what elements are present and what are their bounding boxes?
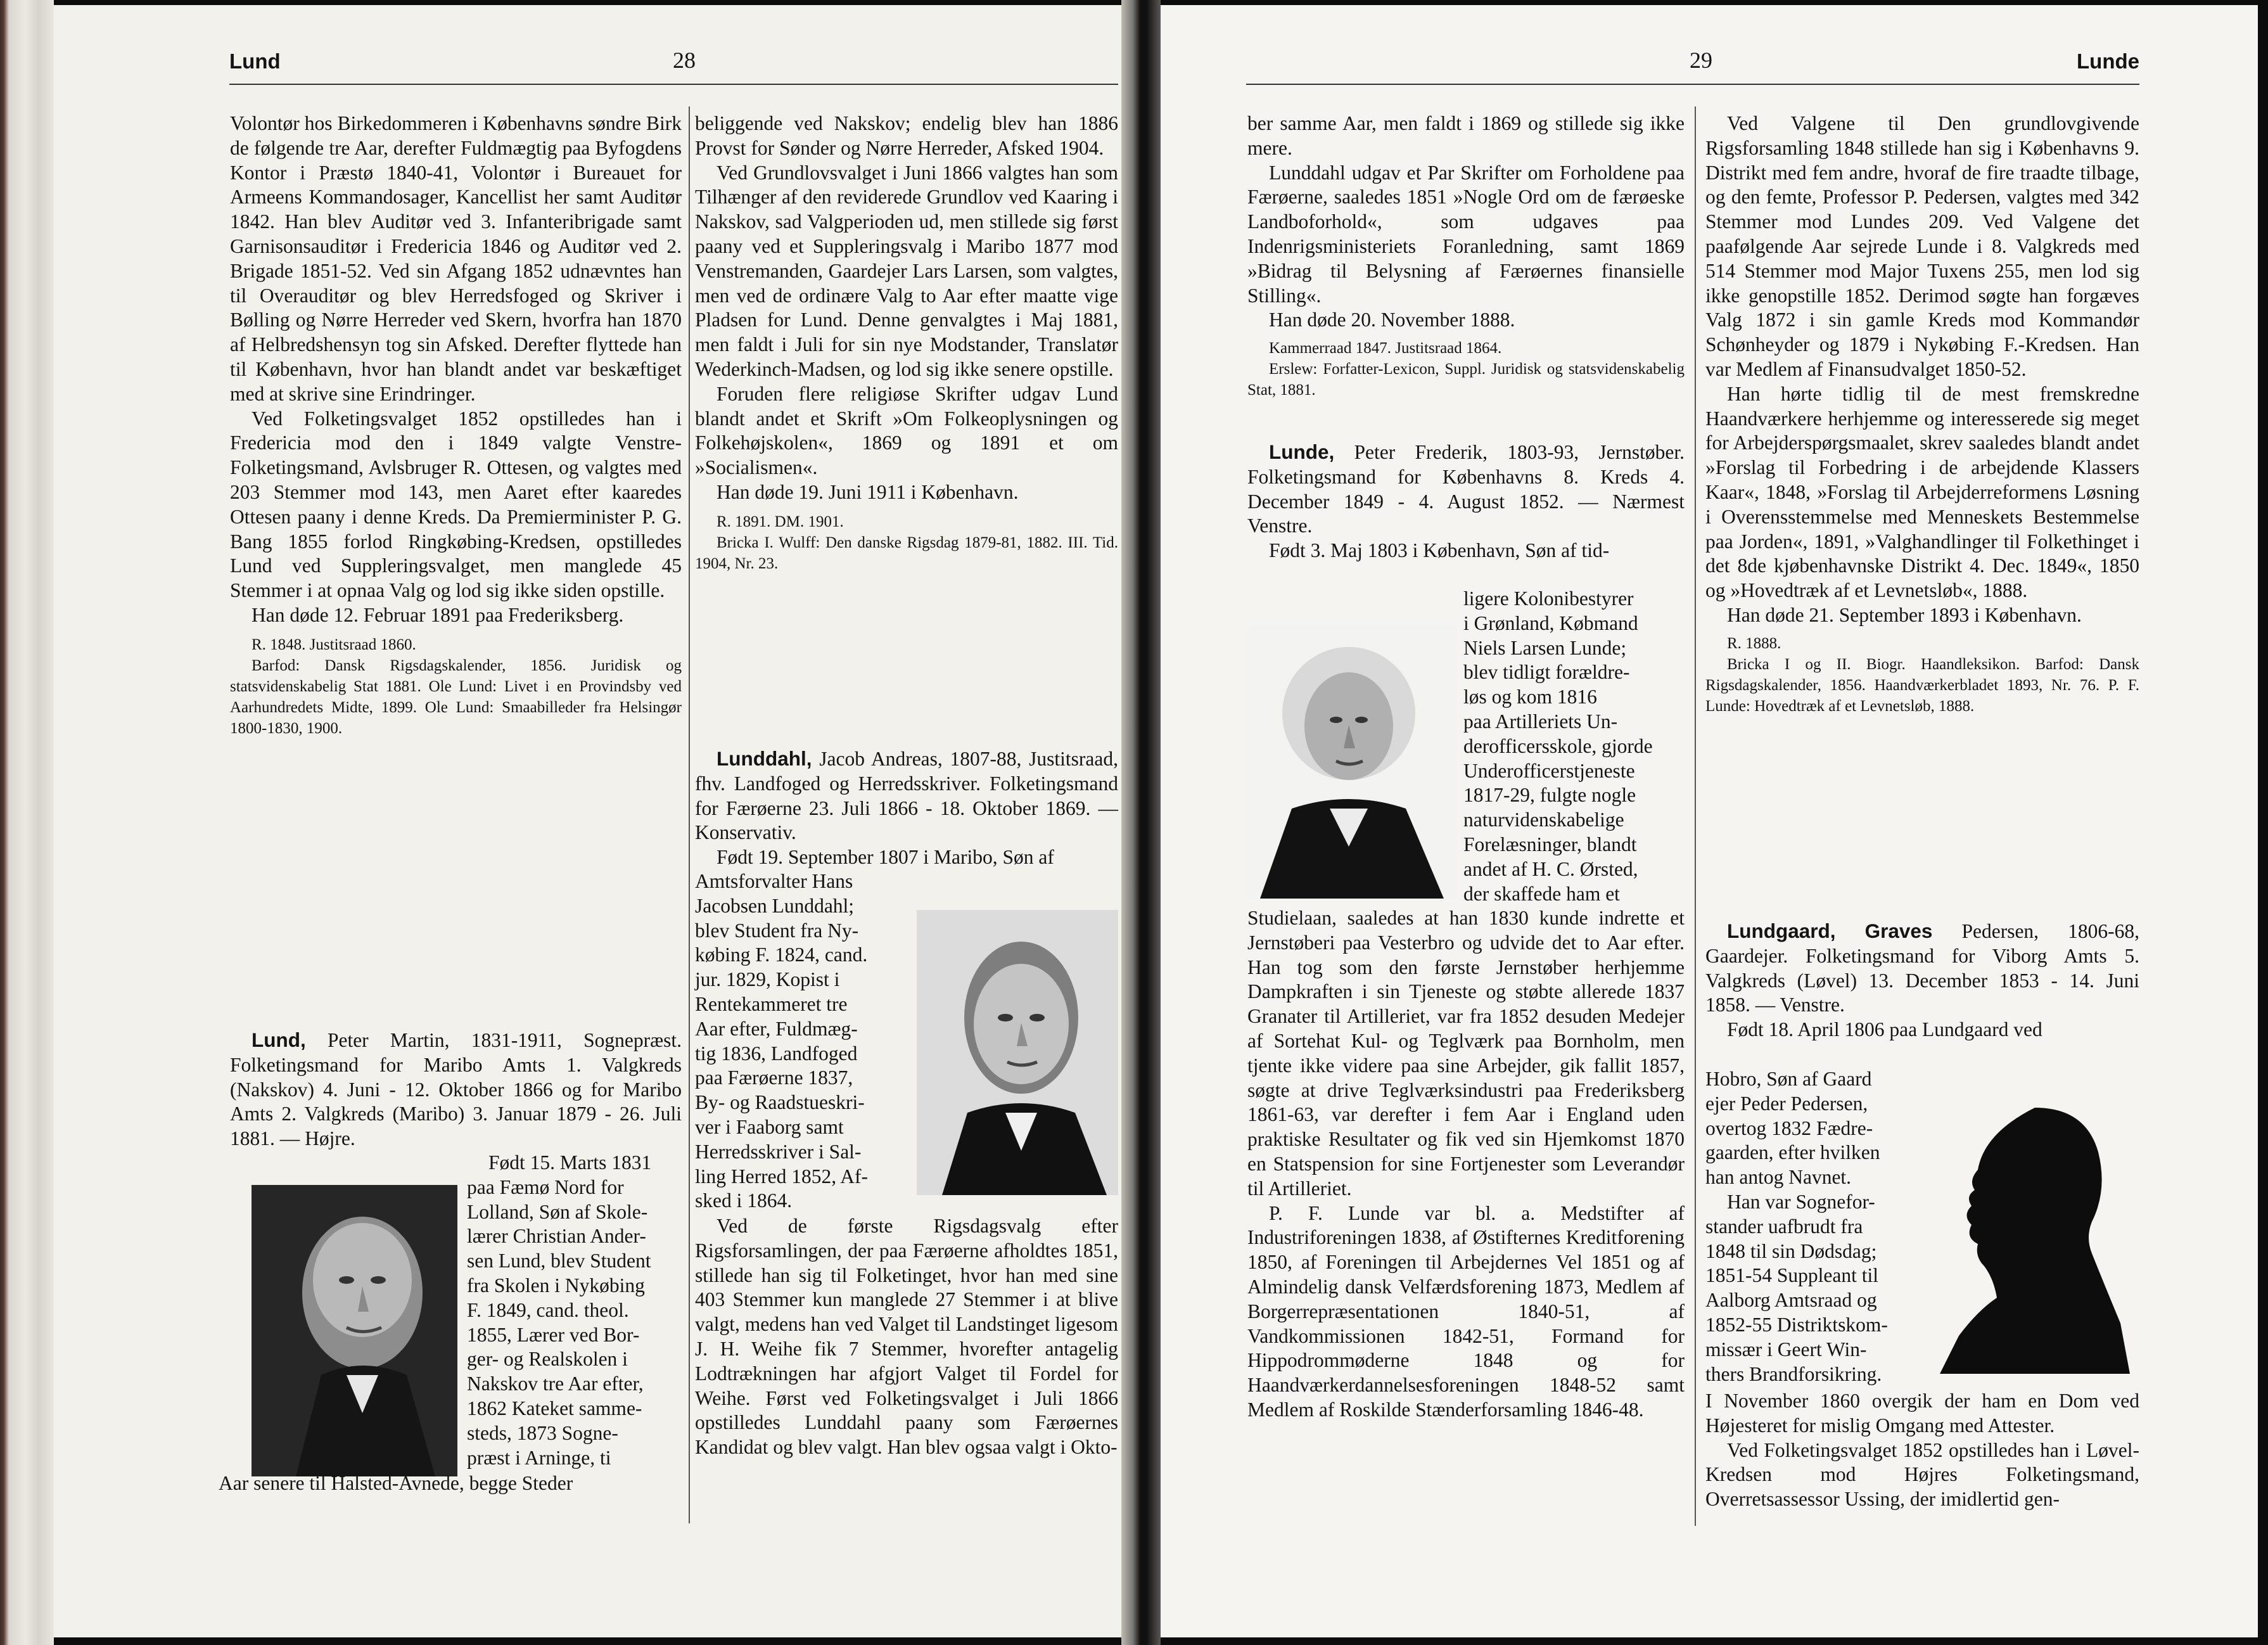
text-line: 1848 til sin Dødsdag; [1705,1239,1877,1262]
text-line: i Grønland, Købmand [1463,611,1638,634]
entry-lundgaard [1705,919,2139,1042]
text-line: stander uafbrudt fra [1705,1215,1863,1238]
text-line: paa Færøerne 1837, [695,1066,853,1089]
reference-note: R. 1848. Justitsraad 1860. [252,636,416,653]
right-page [1161,5,2258,1637]
paragraph: Ved Folketingsvalget 1852 opstilledes han i Løvel-Kredsen mod Højres Folketingsmand, Overretsassessor Ussing, der imidlertid gen- [1705,1438,2139,1511]
paragraph: Ved de første Rigsdagsvalg efter Rigsforsamlingen, der paa Færøerne afholdtes 1851, stillede han sig til Folketinget, hvor han med sine 403 Stemmer kun manglede 27 Stemmer i at blive valgt, medens han ved Valget til Landstinget ligesom J. H. Weihe fik 7 Stemmer, hvorefter antagelig Lodtrækningen har afgjort Valget til Fordel for Weihe. Først ved Folketingsvalget i Juli 1866 opstilledes Lunddahl paany som Færøernes Kandidat og blev valgt. Han blev ogsaa valgt i Okto- [695,1215,1118,1459]
text-line: Amtsforvalter Hans [695,870,853,892]
paragraph: Han døde 12. Februar 1891 paa Frederiksberg. [252,603,624,626]
entry-lunde [1247,440,1685,563]
text-line: naturvidenskabelige [1463,809,1624,831]
text-line: Født 19. September 1807 i Maribo, Søn af [717,846,1054,869]
reference-note: Erslew: Forfatter-Lexicon, Suppl. Juridisk og statsvidenskabelig Stat, 1881. [1247,361,1685,399]
entry-given-name: Jacob Andreas, [819,748,943,770]
text-line: Forelæsninger, blandt [1463,833,1637,855]
text-line: ligere Kolonibestyrer [1463,587,1634,610]
column-divider [1695,106,1696,1526]
silhouette-graves-lundgaard [1940,1095,2130,1374]
reference-note: R. 1888. [1727,634,1781,652]
text-line: ejer Peder Pedersen, [1705,1092,1868,1115]
text-line: Aar efter, Fuldmæg- [695,1017,858,1040]
header-rule [1246,84,2139,85]
entry-heading: 1806-68, Gaardejer. Folketingsmand for Viborg Amts 5. Valgkreds (Løvel) 13. December 1853 - 14. Juni 1858. — Venstre. [1705,920,2139,1016]
reference-note: Barfod: Dansk Rigsdagskalender, 1856. Juridisk og statsvidenskabelig Stat 1881. Ole Lund: Livet i en Provindsby ved Aarhundredets Midte, 1899. Ole Lund: Smaabilleder fra Helsingør 1800-1830, 1900. [230,656,682,737]
text-line: fra Skolen i Nykøbing [467,1274,645,1296]
right-header [1246,49,2139,85]
paragraph: I November 1860 overgik der ham en Dom ved Højesteret for mislig Omgang med Attester. [1705,1390,2139,1437]
text-line: 1855, Lærer ved Bor- [467,1323,640,1346]
entry-lundgaard-float [1705,1067,1921,1386]
left-page [54,5,1121,1637]
book-edge [0,0,54,1645]
text-line: Lolland, Søn af Skole- [467,1200,648,1223]
entry-lunde-float [1463,587,1685,906]
page-number: 29 [1690,48,1712,73]
entry-surname: Lunddahl, [717,747,812,770]
text-line: ver i Faaborg samt [695,1115,844,1138]
right-column-1 [1247,112,1685,400]
entry-lund-peter-float [467,1151,682,1470]
left-column-2 [695,112,1118,574]
entry-given-name: Graves [1864,919,1933,942]
paragraph: Lunddahl udgav et Par Skrifter om Forholdene paa Færøerne, saaledes 1851 »Nogle Ord om de færøeske Landboforhold«, som udgaves paa Indenrigsministeriets Foranledning, samt 1869 »Bidrag til Belysning af Færøernes finansielle Stilling«. [1247,161,1685,307]
paragraph: Volontør hos Birkedommeren i Københavns søndre Birk de følgende tre Aar, derefter Fuldmægtig paa Byfogdens Kontor i Præstø 1840-41, Volontør i Bureauet for Armeens Kommandosager, Kancellist her samt Auditør 1842. Han blev Auditør ved 3. Infanteribrigade samt Garnisonsauditør i Fredericia 1846 og Auditør ved 2. Brigade 1851-52. Ved sin Afgang 1852 udnævntes han til Overauditør og blev Herredsfoged og Skriver i Bølling og Nørre Herreder ved Skern, hvorfra han 1870 af Helbredshensyn tog sin Afsked. Derefter flyttede han til København, hvor han blandt andet var beskæftiget med at skrive sine Erindringer. [230,112,682,405]
text-line: F. 1849, cand. theol. [467,1298,629,1321]
text-line: steds, 1873 Sogne- [467,1421,618,1444]
text-line: Født 15. Marts 1831 [488,1151,652,1174]
text-line: Aalborg Amtsraad og [1705,1289,1877,1312]
text-line: Jacobsen Lunddahl; [695,894,855,917]
text-line: 1852-55 Distriktskom- [1705,1313,1888,1336]
text-line: jur. 1829, Kopist i [695,968,840,991]
text-line: 1851-54 Suppleant til [1705,1264,1878,1287]
paragraph: Ved Grundlovsvalget i Juni 1866 valgtes han som Tilhænger af den reviderede Grundlov ved Kaaring i Nakskov, sad Valgperioden ud, men stillede sig først paany ved et Suppleringsvalg i Maribo 1877 mod Venstremanden, Gaardejer Lars Larsen, som valgtes, men ved de ordinære Valg to Aar efter maatte vige Pladsen for Lund. Denne genvalgtes i Maj 1881, men faldt i Juli for sin nye Modstander, Translatør Wederkinch-Madsen, og lod sig ikke senere opstille. [695,161,1118,380]
text-line: Nakskov tre Aar efter, [467,1373,644,1395]
text-line: løs og kom 1816 [1463,686,1597,708]
entry-lunddahl-rest [695,1214,1118,1460]
text-line: Herredsskriver i Sal- [695,1140,862,1163]
entry-lundgaard-rest [1705,1389,2139,1512]
text-line: Underofficerstjeneste [1463,759,1635,782]
text-line: tig 1836, Landfoged [695,1042,858,1065]
paragraph: Studielaan, saaledes at han 1830 kunde indrette et Jernstøberi paa Vesterbro og udvide det to Aar efter. Han tog som den første Jernstøber herhjemme Dampkraften i sin Tjeneste og støbte allerede 1837 Granater til Artilleriet, var fra 1852 desuden Medejer af Sortehat Kul- og Teglværk paa Bornholm, men tjente ikke videre paa sine Arbejder, gik fallit 1857, søgte at drive Teglværksindustri paa Frederiksberg 1861-63, var derefter i fem Aar i England uden praktiske Resultater og fik ved sin Hjemkomst 1870 en Statspension for sine Fortjenester som Leverandør til Artilleriet. [1247,907,1685,1200]
paragraph: Han døde 21. September 1893 i København. [1727,603,2082,626]
reference-note: Bricka I og II. Biogr. Haandleksikon. Barfod: Dansk Rigsdagskalender, 1856. Haandværkerbladet 1893, Nr. 76. P. F. Lunde: Hovedtræk af et Levnetsløb, 1888. [1705,655,2139,715]
text-line: Hobro, Søn af Gaard [1705,1068,1872,1090]
text-line: Rentekammeret tre [695,992,848,1015]
text-line: 1862 Kateket samme- [467,1397,642,1419]
text-line: By- og Raadstueskri- [695,1091,865,1114]
portrait-peter-martin-lund [252,1185,457,1476]
portrait-peter-frederik-lunde [1247,625,1456,899]
entry-heading: 1803-93, Jernstøber. Folketingsmand for Københavns 8. Kreds 4. December 1849 - 4. August 1852. — Nærmest Venstre. [1247,441,1685,537]
text-line: Han var Sognefor- [1727,1190,1875,1213]
text-line: han antog Navnet. [1705,1166,1852,1189]
text-line: thers Brandforsikring. [1705,1362,1882,1385]
entry-surname: Lunde, [1269,440,1335,463]
text-line: paa Artilleriets Un- [1463,710,1618,733]
text-line: andet af H. C. Ørsted, [1463,857,1638,880]
text-line: 1817-29, fulgte nogle [1463,784,1636,807]
text-line: overtog 1832 Fædre- [1705,1117,1873,1139]
column-divider [689,106,690,1523]
entry-lunddahl-float [695,869,910,1213]
text-line: præst i Arninge, ti [467,1446,611,1469]
text-line: gaarden, efter hvilken [1705,1141,1880,1164]
text-line: Født 3. Maj 1803 i København, Søn af tid- [1269,539,1610,562]
text-line: sked i 1864. [695,1189,793,1212]
text-line: Niels Larsen Lunde; [1463,636,1627,659]
text-line: blev tidligt forældre- [1463,661,1630,684]
text-line: ger- og Realskolen i [467,1348,628,1371]
running-head: Lund [229,49,281,73]
right-column-2 [1705,112,2139,717]
text-line: sen Lund, blev Student [467,1250,651,1272]
reference-note: R. 1891. DM. 1901. [717,513,844,530]
entry-lund-peter [230,1028,682,1151]
paragraph: Ved Folketingsvalget 1852 opstilledes han i Fredericia mod den i 1849 valgte Venstre-Folketingsmand, Avlsbruger R. Ottesen, og valgtes med 203 Stemmer mod 143, men Aaret efter kaaredes Ottesen paany i denne Kreds. Da Premierminister P. G. Bang 1855 forlod Ringkøbing-Kredsen, opstilledes Lund ved Suppleringsvalget, men manglede 45 Stemmer i at opnaa Valg og lod sig ikke siden opstille. [230,407,682,602]
paragraph: Han døde 20. November 1888. [1269,309,1515,331]
entry-given-name: Peter Martin, [327,1029,450,1051]
entry-surname: Lundgaard, [1727,919,1836,942]
paragraph: Han døde 19. Juni 1911 i København. [717,480,1019,503]
text-line: Født 18. April 1806 paa Lundgaard ved [1727,1018,2042,1041]
entry-lund-peter-last [219,1471,682,1496]
paragraph: Foruden flere religiøse Skrifter udgav Lund blandt andet et Skrift »Om Folkeoplysningen og Folkehøjskolen«, 1869 og 1891 et om »Socialismen«. [695,382,1118,479]
paragraph: P. F. Lunde var bl. a. Medstifter af Industriforeningen 1838, af Østifternes Kreditforening 1850, af Foreningen til Arbejdernes Vel 1851 og af Almindelig dansk Velfærdsforening 1873, Medlem af Borgerrepræsentationen 1840-51, af Vandkommissionen 1842-51, Formand for Hippodrommøderne 1848 og for Haandværkerdannelsesforeningen 1848-52 samt Medlem af Roskilde Stænderforsamling 1846-48. [1247,1201,1685,1421]
text-line: blev Student fra Ny- [695,919,859,942]
entry-lunddahl [695,746,1118,870]
text-line: missær i Geert Win- [1705,1338,1867,1360]
entry-given-name-2: Pedersen, [1961,920,2039,942]
text-line: Aar senere til Halsted-Avnede, begge Steder [219,1472,573,1494]
paragraph: beliggende ved Nakskov; endelig blev han 1886 Provst for Sønder og Nørre Herreder, Afsked 1904. [695,112,1118,159]
entry-given-name: Peter Frederik, [1354,441,1488,463]
left-header [229,49,1118,85]
text-line: derofficersskole, gjorde [1463,734,1653,757]
entry-heading: 1831-1911, Sognepræst. Folketingsmand for Maribo Amts 1. Valgkreds (Nakskov) 4. Juni - 12. Oktober 1866 og for Maribo Amts 2. Valgkreds (Maribo) 3. Januar 1879 - 26. Juli 1881. — Højre. [230,1029,682,1150]
text-line: lærer Christian Ander- [467,1225,646,1248]
text-line: paa Fæmø Nord for [467,1175,624,1198]
paragraph: Ved Valgene til Den grundlovgivende Rigsforsamling 1848 stillede han sig i Københavns 9. Distrikt med fem andre, hvoraf de fire traadte tilbage, og den femte, Professor P. Pedersen, valgtes med 342 Stemmer mod Lundes 209. Ved Valgene det paafølgende Aar sejrede Lunde i 8. Valgkreds med 514 Stemmer mod Major Tuxens 255, men lod sig ikke genopstille 1852. Derimod søgte han forgæves Valg 1872 i sin gamle Kreds mod Kommandør Schønheyder og 1879 i Nykøbing F.-Kredsen. Han var Medlem af Finansudvalget 1850-52. [1705,112,2139,380]
text-line: ling Herred 1852, Af- [695,1165,868,1187]
portrait-jacob-lunddahl [917,910,1118,1195]
paragraph: Han hørte tidlig til de mest fremskredne Haandværkere herhjemme og interesserede sig meget for Arbejderspørgsmaalet, skrev saaledes blandt andet »Forslag til Forbedring i de arbejdende Klassers Kaar«, 1848, »Forslag til Arbejderreformens Løsning i Overensstemmelse med Menneskets Bestemmelse paa Jorden«, 1891, »Valghandlinger til Folkethinget i det 8de kjøbenhavnske Distrikt 4. Dec. 1849«, 1850 og »Hovedtræk af et Levnetsløb«, 1888. [1705,382,2139,602]
running-head: Lunde [2077,49,2139,73]
header-rule [229,84,1118,85]
reference-note: Bricka I. Wulff: Den danske Rigsdag 1879-81, 1882. III. Tid. 1904, Nr. 23. [695,534,1118,572]
page-number: 28 [673,48,696,73]
entry-surname: Lund, [252,1028,306,1051]
left-column-1 [230,112,682,739]
text-line: der skaffede ham et [1463,882,1620,905]
paragraph: ber samme Aar, men faldt i 1869 og stillede sig ikke mere. [1247,112,1685,159]
reference-note: Kammerraad 1847. Justitsraad 1864. [1269,340,1502,357]
entry-lunde-rest [1247,906,1685,1423]
book-gutter [1121,0,1161,1645]
entry-heading: 1807-88, Justitsraad, fhv. Landfoged og Herredsskriver. Folketingsmand for Færøerne 23. Juli 1866 - 18. Oktober 1869. — Konservativ. [695,748,1118,844]
text-line: købing F. 1824, cand. [695,944,868,966]
